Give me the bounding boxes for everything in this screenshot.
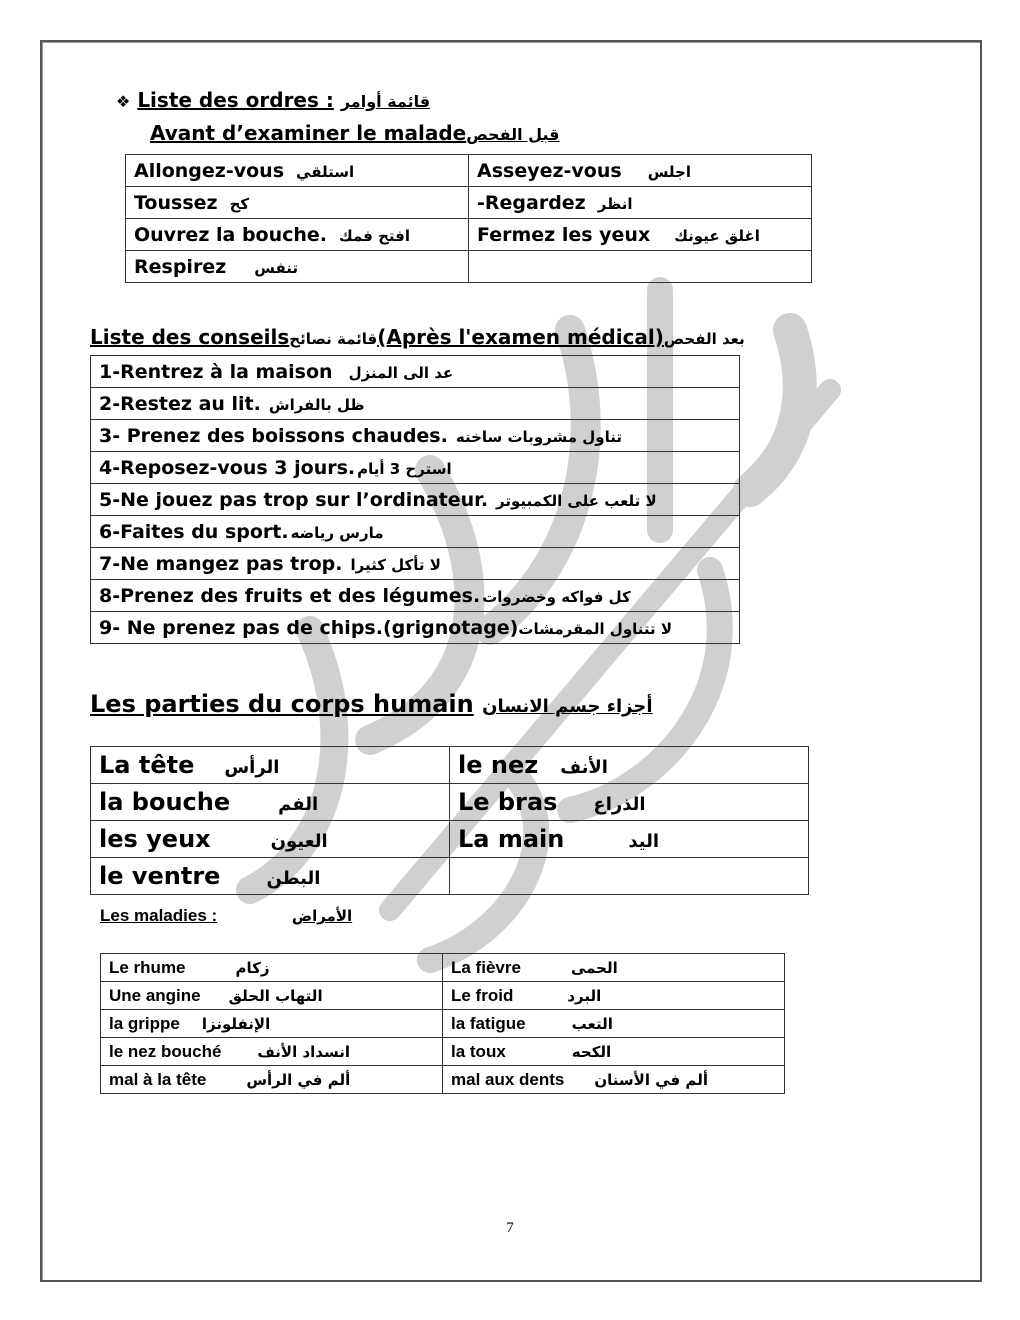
table-row xyxy=(91,356,740,388)
diseases-title-ar: الأمراض xyxy=(291,907,353,925)
table-cell: La tête الرأس xyxy=(91,747,450,784)
advice-title xyxy=(90,325,745,349)
diseases-title xyxy=(100,906,352,926)
table-cell: Ouvrez la bouche. افتح فمك xyxy=(126,219,469,251)
table-row xyxy=(91,821,809,858)
orders-subtitle-fr: Avant d’examiner le malade xyxy=(150,121,467,145)
table-row xyxy=(91,516,740,548)
table-cell: 6-Faites du sport. مارس رياضه xyxy=(91,516,740,548)
table-cell: les yeux العيون xyxy=(91,821,450,858)
table-cell: Respirez تنفس xyxy=(126,251,469,283)
body-title xyxy=(90,690,675,718)
advice-table xyxy=(90,355,740,644)
table-row xyxy=(91,388,740,420)
table-cell xyxy=(450,858,809,895)
bullet-icon: ❖ xyxy=(116,92,131,111)
table-cell: 9- Ne prenez pas de chips.(grignotage)لا تتناول المقرمشات xyxy=(91,612,740,644)
table-cell: le ventre البطن xyxy=(91,858,450,895)
page-number: 7 xyxy=(506,1220,514,1236)
table-row xyxy=(101,982,785,1010)
table-cell: Le bras الذراع xyxy=(450,784,809,821)
orders-title-fr: Liste des ordres : xyxy=(137,88,334,112)
table-row xyxy=(91,612,740,644)
orders-title-ar: قائمة أوامر xyxy=(340,92,431,111)
table-cell: Le froid البرد xyxy=(443,982,785,1010)
table-cell: mal à la tête ألم في الرأس xyxy=(101,1066,443,1094)
table-cell: Le rhume زكام xyxy=(101,954,443,982)
table-row xyxy=(91,784,809,821)
table-cell: 4-Reposez-vous 3 jours. استرح 3 أيام xyxy=(91,452,740,484)
table-row xyxy=(101,1010,785,1038)
table-row xyxy=(126,155,812,187)
table-cell: Asseyez-vous اجلس xyxy=(469,155,812,187)
table-row xyxy=(126,187,812,219)
table-cell: Une angine التهاب الحلق xyxy=(101,982,443,1010)
table-row xyxy=(91,420,740,452)
advice-title-ar1: قائمة نصائح xyxy=(289,330,378,348)
table-cell: 1-Rentrez à la maison عد الى المنزل xyxy=(91,356,740,388)
diseases-title-fr: Les maladies : xyxy=(100,906,218,925)
table-cell: 8-Prenez des fruits et des légumes. كل فواكه وخضروات xyxy=(91,580,740,612)
table-row xyxy=(91,747,809,784)
table-cell: Toussez كح xyxy=(126,187,469,219)
table-cell: La main اليد xyxy=(450,821,809,858)
table-row xyxy=(91,548,740,580)
table-row xyxy=(91,580,740,612)
table-row xyxy=(126,251,812,283)
table-cell: la bouche الفم xyxy=(91,784,450,821)
table-cell: 3- Prenez des boissons chaudes. تناول مشروبات ساخنه xyxy=(91,420,740,452)
table-cell xyxy=(469,251,812,283)
table-cell: la toux الكحه xyxy=(443,1038,785,1066)
table-cell: 5-Ne jouez pas trop sur l’ordinateur. لا تلعب على الكمبيوتر xyxy=(91,484,740,516)
table-cell: La fièvre الحمى xyxy=(443,954,785,982)
table-row xyxy=(101,1038,785,1066)
table-cell: mal aux dents ألم في الأسنان xyxy=(443,1066,785,1094)
table-row xyxy=(91,452,740,484)
table-cell: -Regardez انظر xyxy=(469,187,812,219)
table-cell: 2-Restez au lit. ظل بالفراش xyxy=(91,388,740,420)
body-title-ar: أجزاء جسم الانسان xyxy=(482,696,653,717)
table-row xyxy=(126,219,812,251)
body-title-fr: Les parties du corps humain xyxy=(90,690,474,718)
orders-subtitle xyxy=(150,121,559,145)
table-cell: le nez الأنف xyxy=(450,747,809,784)
advice-title-ar2: بعد الفحص xyxy=(663,330,745,348)
table-row xyxy=(91,858,809,895)
advice-title-fr1: Liste des conseils xyxy=(90,325,290,349)
table-cell: 7-Ne mangez pas trop. لا تأكل كثيرا xyxy=(91,548,740,580)
orders-table xyxy=(125,154,812,283)
orders-title xyxy=(116,88,430,112)
table-cell: le nez bouché انسداد الأنف xyxy=(101,1038,443,1066)
table-row xyxy=(91,484,740,516)
table-cell: Fermez les yeux اغلق عيونك xyxy=(469,219,812,251)
table-cell: la grippe الإنفلونزا xyxy=(101,1010,443,1038)
table-cell: Allongez-vous استلقي xyxy=(126,155,469,187)
table-row xyxy=(101,1066,785,1094)
diseases-table xyxy=(100,953,785,1094)
orders-subtitle-ar: قبل الفحص xyxy=(466,125,560,144)
table-row xyxy=(101,954,785,982)
advice-title-fr2: (Après l'examen médical) xyxy=(377,325,664,349)
table-cell: la fatigue التعب xyxy=(443,1010,785,1038)
body-parts-table xyxy=(90,746,809,895)
